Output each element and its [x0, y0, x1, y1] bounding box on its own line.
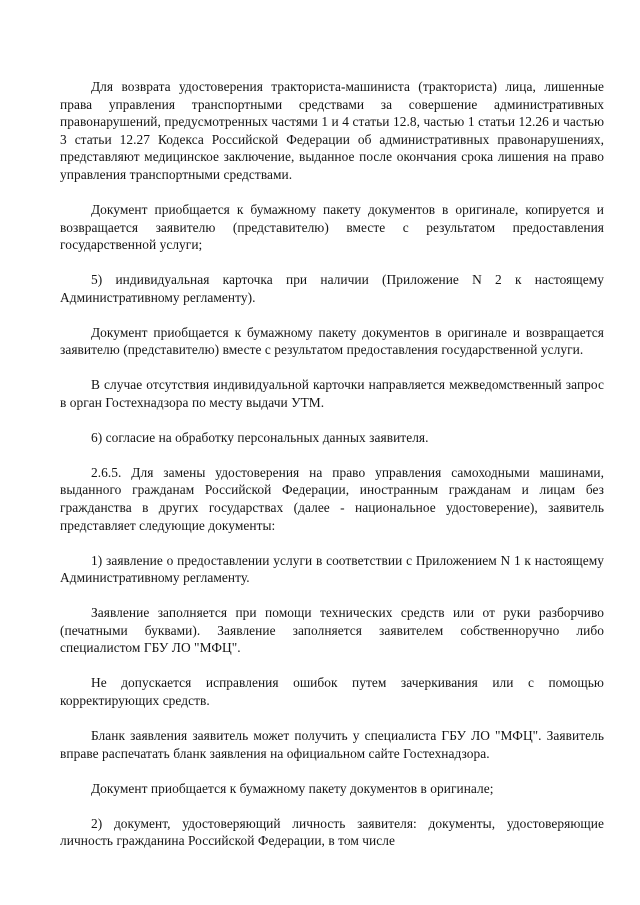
paragraph-no-corrections: Не допускается исправления ошибок путем зачеркивания или с помощью корректирующих средств. — [60, 675, 604, 708]
document-body — [60, 78, 604, 867]
paragraph-item-2-identity-document: 2) документ, удостоверяющий личность заявителя: документы, удостоверяющие личность гражданина Российской Федерации, в том числе — [60, 815, 604, 849]
paragraph-document-attached-returned: Документ приобщается к бумажному пакету документов в оригинале и возвращается заявителю (представителю) вместе с результатом предоставления государственной услуги. — [60, 324, 604, 358]
paragraph-interagency-request: В случае отсутствия индивидуальной карточки направляется межведомственный запрос в орган Гостехнадзора по месту выдачи УТМ. — [60, 377, 604, 410]
paragraph-item-5-individual-card: 5) индивидуальная карточка при наличии (Приложение N 2 к настоящему Административному регламенту). — [60, 272, 604, 305]
paragraph-document-attached-copied: Документ приобщается к бумажному пакету документов в оригинале, копируется и возвращается заявителю (представителю) вместе с результатом предоставления государственной услуги; — [60, 201, 604, 253]
paragraph-application-filling: Заявление заполняется при помощи технических средств или от руки разборчиво (печатными буквами). Заявление заполняется заявителем собственноручно либо специалистом ГБУ ЛО "МФЦ". — [60, 605, 604, 656]
paragraph-item-1-application: 1) заявление о предоставлении услуги в соответствии с Приложением N 1 к настоящему Административному регламенту. — [60, 552, 604, 586]
paragraph-item-6-consent: 6) согласие на обработку персональных данных заявителя. — [91, 429, 429, 445]
paragraph-form-availability: Бланк заявления заявитель может получить у специалиста ГБУ ЛО "МФЦ". Заявитель вправе распечатать бланк заявления на официальном сайте Гостехнадзора. — [60, 727, 604, 761]
paragraph-document-attached-original: Документ приобщается к бумажному пакету документов в оригинале; — [91, 780, 494, 796]
paragraph-tractor-license-return: Для возврата удостоверения тракториста-машиниста (тракториста) лица, лишенные права управления транспортными средствами за совершение административных правонарушений, предусмотренных частями 1 и 4 статьи 12.8, частью 1 статьи 12.26 и частью 3 статьи 12.27 Кодекса Российской Федерации об административных правонарушениях, представляют медицинское заключение, выданное после окончания срока лишения на право управления транспортными средствами. — [60, 79, 604, 182]
paragraph-section-2-6-5: 2.6.5. Для замены удостоверения на право управления самоходными машинами, выданного гражданам Российской Федерации, иностранным гражданам и лицам без гражданства в других государствах (далее - национальное удостоверение), заявитель представляет следующие документы: — [60, 464, 604, 533]
